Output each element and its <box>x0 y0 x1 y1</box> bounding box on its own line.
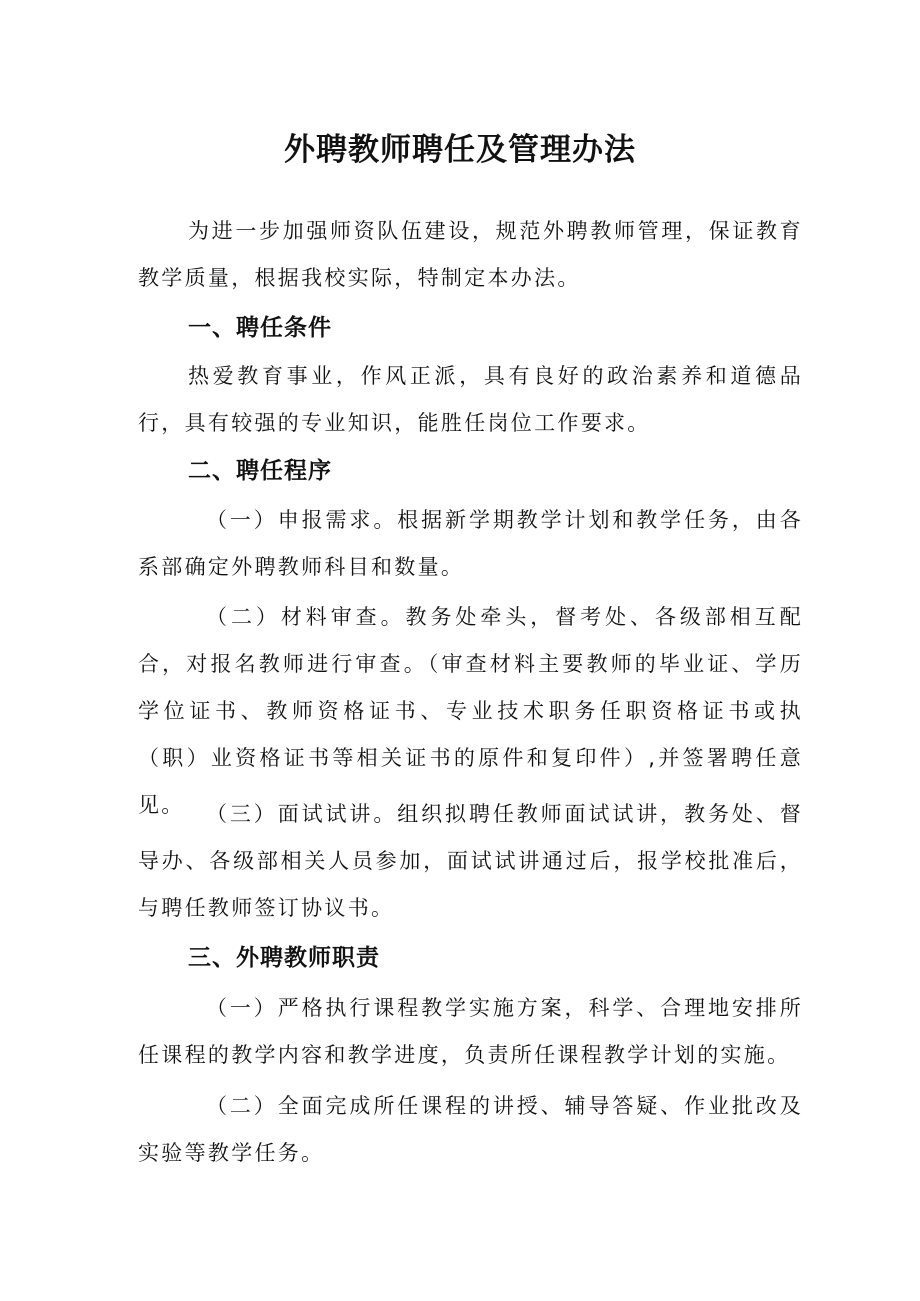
document-title: 外聘教师聘任及管理办法 <box>284 132 636 168</box>
procedure-item-3: （三）面试试讲。组织拟聘任教师面试试讲，教务处、督导办、各级部相关人员参加，面试试讲通过后，报学校批准后，与聘任教师签订协议书。 <box>138 802 803 920</box>
duties-item-1: （一）严格执行课程教学实施方案，科学、合理地安排所任课程的教学内容和教学进度，负责所任课程教学计划的实施。 <box>138 996 803 1067</box>
procedure-item-1: （一）申报需求。根据新学期教学计划和教学任务，由各系部确定外聘教师科目和数量。 <box>138 508 803 579</box>
procedure-item-2: （二）材料审查。教务处牵头，督考处、各级部相互配合，对报名教师进行审查。（审查材料主要教师的毕业证、学历学位证书、教师资格证书、专业技术职务任职资格证书或执（职）业资格证书等相关证书的原件和复印件）,并签署聘任意见。 <box>138 605 803 817</box>
conditions-paragraph: 热爱教育事业，作风正派，具有良好的政治素养和道德品行，具有较强的专业知识，能胜任岗位工作要求。 <box>138 364 803 435</box>
section-heading-conditions: 一、聘任条件 <box>188 315 332 341</box>
section-heading-duties: 三、外聘教师职责 <box>188 945 380 971</box>
intro-paragraph: 为进一步加强师资队伍建设，规范外聘教师管理，保证教育教学质量，根据我校实际，特制定本办法。 <box>138 219 803 290</box>
section-heading-procedure: 二、聘任程序 <box>188 458 332 484</box>
duties-item-2: （二）全面完成所任课程的讲授、辅导答疑、作业批改及实验等教学任务。 <box>138 1094 803 1165</box>
